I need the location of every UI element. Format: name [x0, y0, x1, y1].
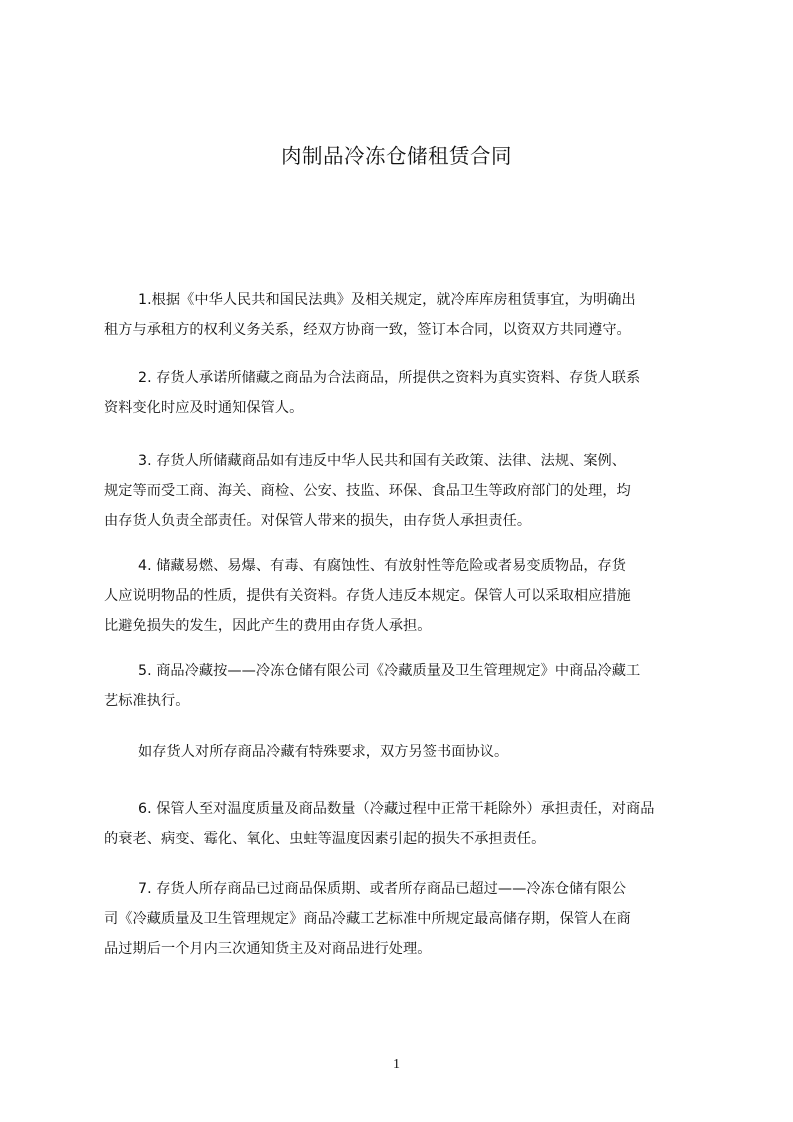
clause-line: 1.根据《中华人民共和国民法典》及相关规定，就冷库库房租赁事宜，为明确出: [138, 292, 636, 308]
clause-line: 司《冷藏质量及卫生管理规定》商品冷藏工艺标准中所规定最高储存期，保管人在商: [104, 911, 631, 927]
clause-line: 2. 存货人承诺所储藏之商品为合法商品，所提供之资料为真实资料、存货人联系: [138, 370, 641, 386]
clause-line: 如存货人对所存商品冷藏有特殊要求，双方另签书面协议。: [138, 744, 509, 760]
clause-line: 人应说明物品的性质，提供有关资料。存货人违反本规定。保管人可以采取相应措施: [104, 588, 631, 604]
clause-5-note: [104, 737, 710, 767]
clause-3: [104, 446, 710, 536]
clause-line: 比避免损失的发生，因此产生的费用由存货人承担。: [104, 618, 432, 634]
clause-line: 规定等而受工商、海关、商检、公安、技监、环保、食品卫生等政府部门的处理，均: [104, 483, 631, 499]
clause-line: 资料变化时应及时通知保管人。: [104, 400, 304, 416]
clause-2: [104, 363, 710, 423]
clause-line: 租方与承租方的权利义务关系，经双方协商一致，签订本合同，以资双方共同遵守。: [104, 322, 631, 338]
clause-line: 3. 存货人所储藏商品如有违反中华人民共和国有关政策、法律、法规、案例、: [138, 453, 627, 469]
clause-line: 4. 储藏易燃、易爆、有毒、有腐蚀性、有放射性等危险或者易变质物品，存货: [138, 558, 627, 574]
clause-line: 由存货人负责全部责任。对保管人带来的损失，由存货人承担责任。: [104, 513, 532, 529]
clause-line: 品过期后一个月内三次通知货主及对商品进行处理。: [104, 941, 432, 957]
clause-line: 的衰老、病变、霉化、氧化、虫蛀等温度因素引起的损失不承担责任。: [104, 831, 546, 847]
clause-1: [104, 285, 710, 345]
page-number: 1: [393, 1057, 400, 1072]
clause-6: [104, 794, 710, 854]
page-title: 肉制品冷冻仓储租赁合同: [281, 144, 512, 168]
clause-line: 5. 商品冷藏按——冷冻仓储有限公司《冷藏质量及卫生管理规定》中商品冷藏工: [138, 663, 641, 679]
clause-5: [104, 656, 710, 716]
clause-line: 6. 保管人至对温度质量及商品数量（冷藏过程中正常干耗除外）承担责任，对商品: [138, 801, 655, 817]
clause-4: [104, 551, 710, 641]
clause-line: 艺标准执行。: [104, 693, 190, 709]
clause-7: [104, 874, 710, 964]
clause-line: 7. 存货人所存商品已过商品保质期、或者所存商品已超过——冷冻仓储有限公: [138, 881, 627, 897]
